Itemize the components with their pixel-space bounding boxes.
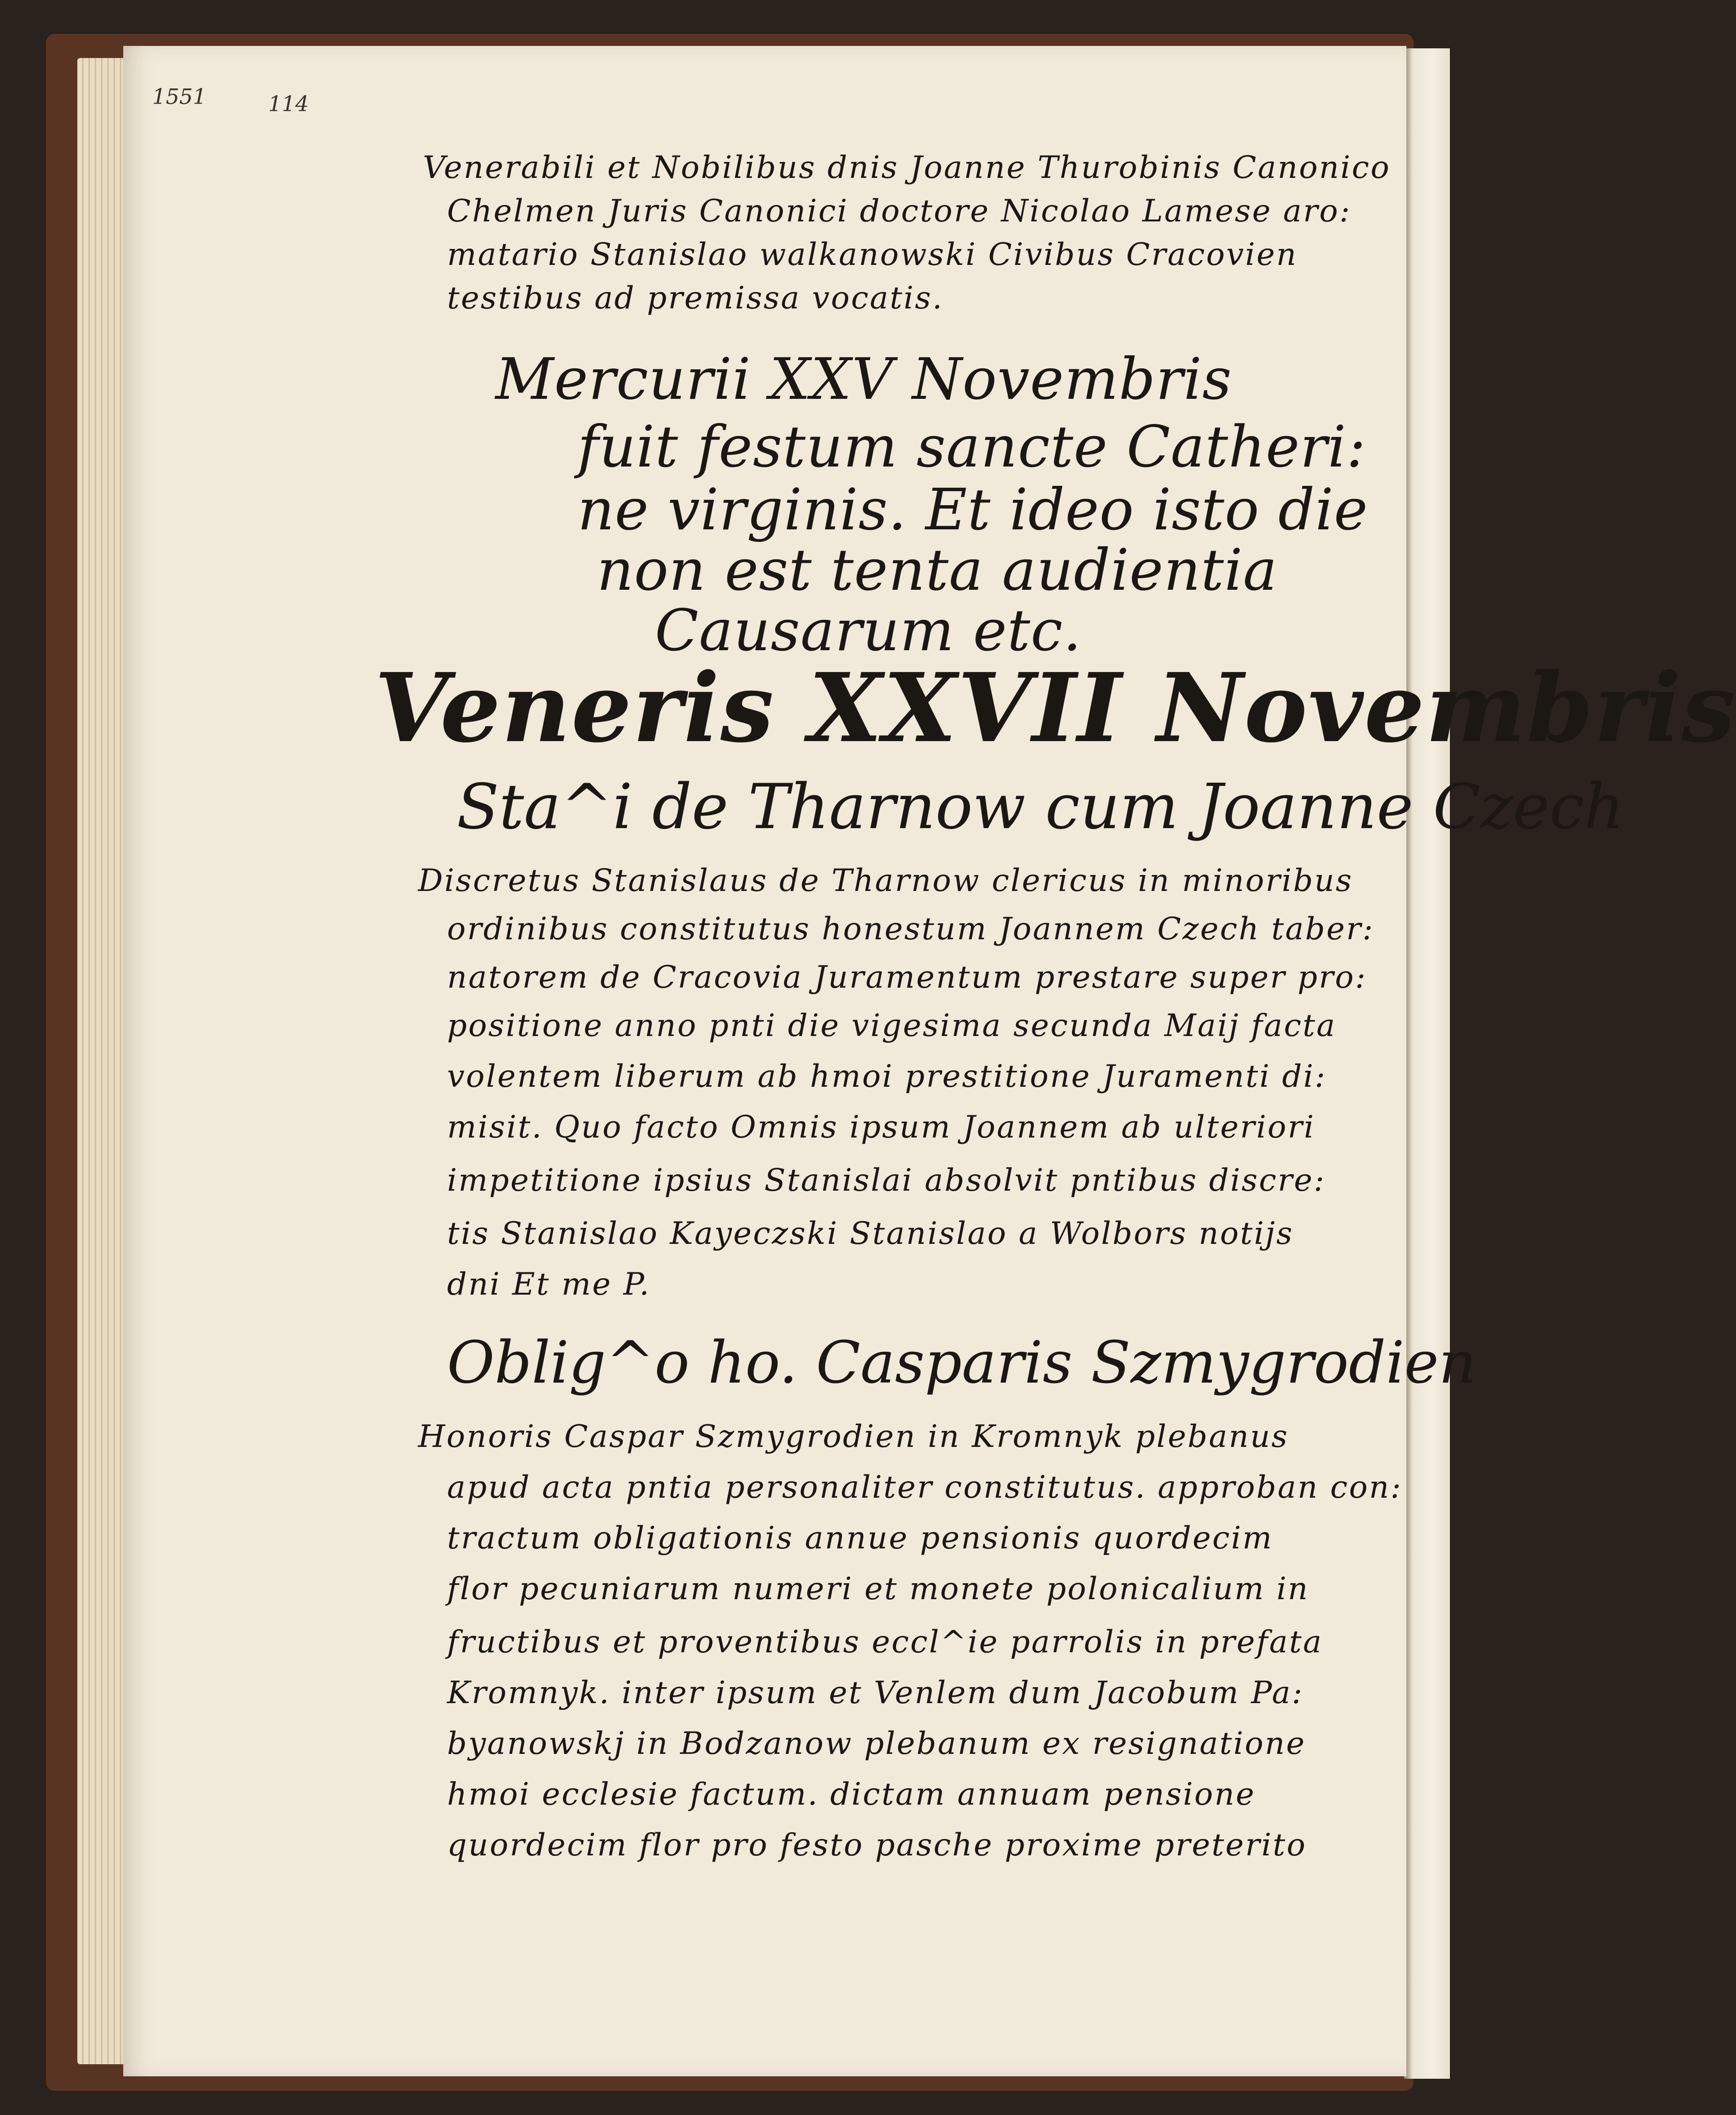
folio-number: 114 [268,92,309,117]
entry3-line-1: Honoris Caspar Szmygrodien in Kromnyk plebanus [418,1419,1289,1455]
entry3-line-8: hmoi ecclesie factum. dictam annuam pensione [447,1777,1256,1812]
entry1-line-1: Venerabili et Nobilibus dnis Joanne Thurobinis Canonico [423,150,1391,186]
mercurii-heading-line-4: non est tenta audientia [597,537,1278,603]
entry3-line-7: byanowskj in Bodzanow plebanum ex resignatione [447,1726,1306,1762]
entry2-line-5: volentem liberum ab hmoi prestitione Juramenti di: [447,1059,1327,1094]
facing-page-edge [1404,48,1450,2079]
entry1-line-2: Chelmen Juris Canonici doctore Nicolao Lamese aro: [447,193,1351,229]
entry3-line-3: tractum obligationis annue pensionis quordecim [447,1520,1273,1556]
entry3-line-4: flor pecuniarum numeri et monete polonicalium in [447,1571,1309,1607]
case-heading-tharnow: Sta^i de Tharnow cum Joanne Czech [457,771,1624,843]
mercurii-heading-line-5: Causarum etc. [655,597,1082,664]
entry2-line-6: misit. Quo facto Omnis ipsum Joannem ab ulteriori [447,1109,1316,1145]
entry2-line-8: tis Stanislao Kayeczski Stanislao a Wolbors notijs [447,1216,1294,1252]
mercurii-heading-line-3: ne virginis. Et ideo isto die [578,476,1368,543]
manuscript-page [123,46,1736,2076]
entry1-line-3: matario Stanislao walkanowski Civibus Cracovien [447,237,1298,273]
entry3-line-2: apud acta pntia personaliter constitutus. approban con: [447,1470,1403,1505]
mercurii-heading-line-2: fuit festum sancte Catheri: [578,413,1366,480]
entry2-line-2: ordinibus constitutus honestum Joannem Czech taber: [447,911,1374,947]
entry2-line-9: dni Et me P. [447,1267,651,1302]
entry2-line-1: Discretus Stanislaus de Tharnow clericus in minoribus [418,863,1353,899]
entry3-line-5: fructibus et proventibus eccl^ie parrolis in prefata [447,1624,1323,1660]
folio-year: 1551 [152,85,206,109]
mercurii-heading-line-1: Mercurii XXV Novembris [495,346,1232,412]
entry1-line-4: testibus ad premissa vocatis. [447,280,944,316]
entry2-line-3: natorem de Cracovia Juramentum prestare super pro: [447,960,1367,995]
entry2-line-4: positione anno pnti die vigesima secunda Maij facta [447,1008,1337,1044]
case-heading-szmygrodien: Oblig^o ho. Casparis Szmygrodien [447,1329,1476,1397]
entry3-line-9: quordecim flor pro festo pasche proxime preterito [447,1827,1307,1863]
entry3-line-6: Kromnyk. inter ipsum et Venlem dum Jacobum Pa: [447,1675,1304,1711]
entry2-line-7: impetitione ipsius Stanislai absolvit pntibus discre: [447,1163,1326,1198]
veneris-heading: Veneris XXVII Novembris [375,653,1736,764]
